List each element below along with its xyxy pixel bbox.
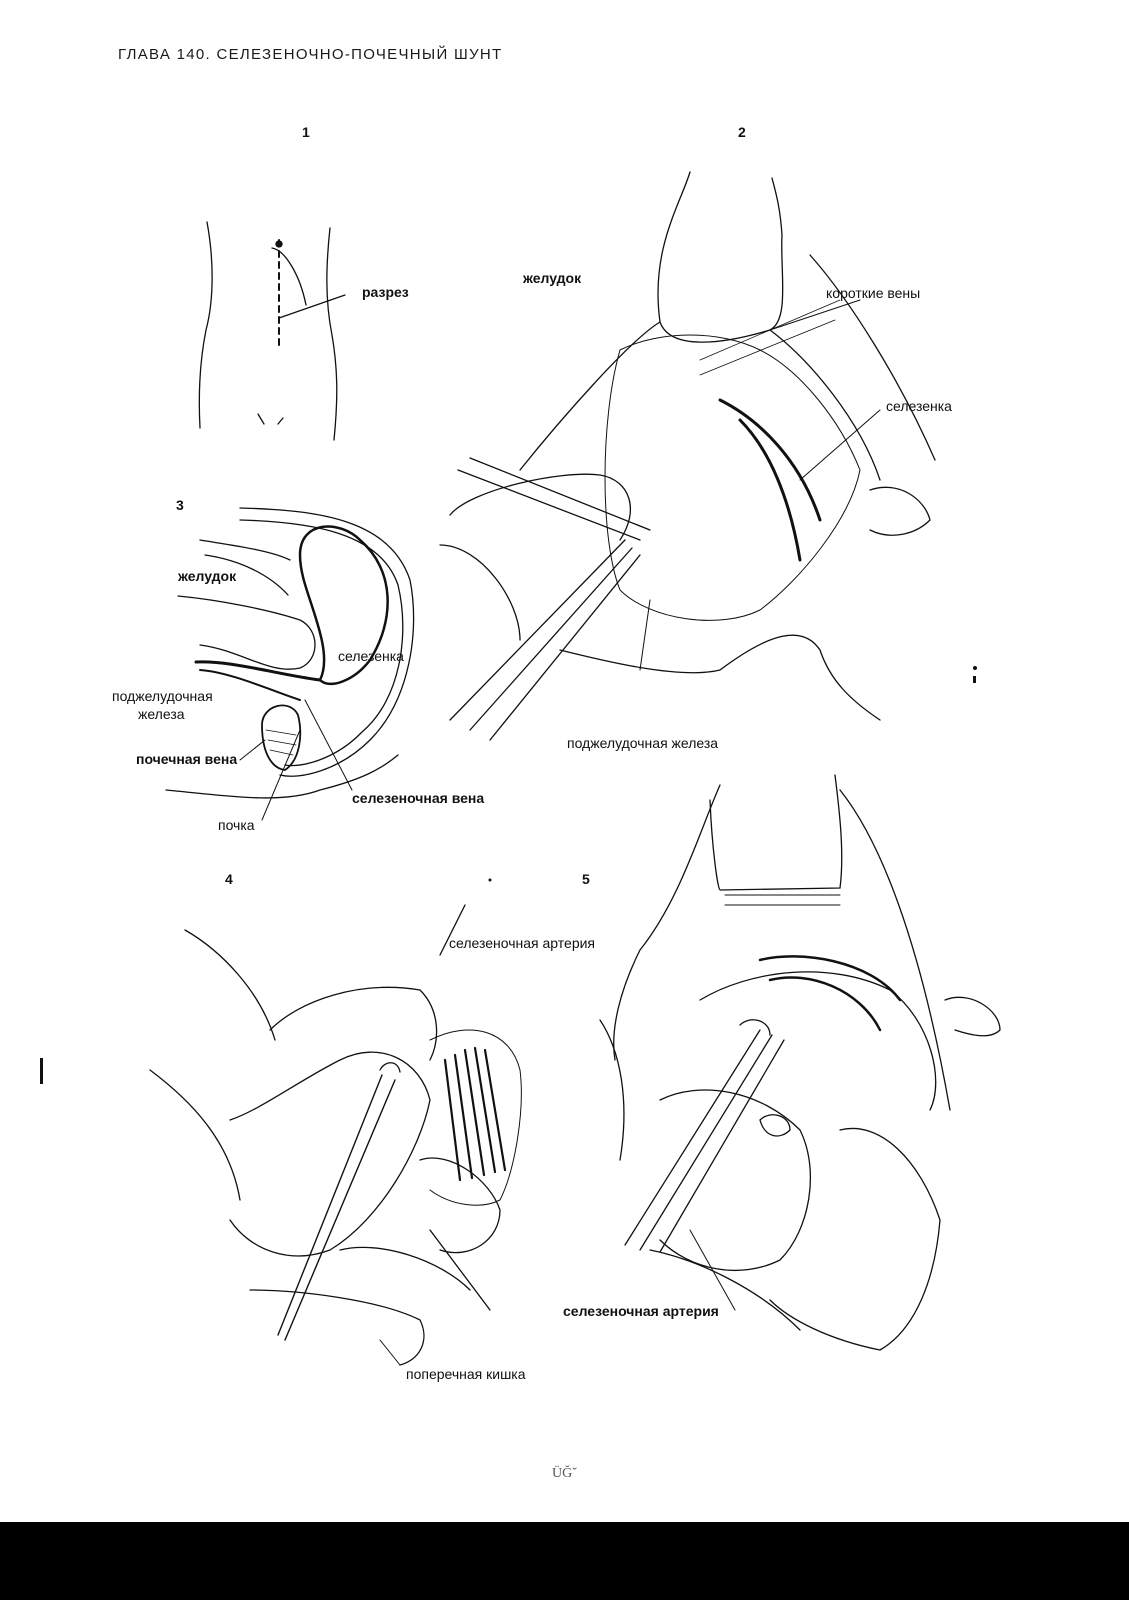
scan-bottom-bar: [0, 1522, 1129, 1600]
fig2-label-short-veins: короткие вены: [826, 285, 921, 301]
fig4-label-transverse-colon: поперечная кишка: [406, 1366, 526, 1382]
fig1-label-incision: разрез: [362, 284, 409, 300]
fig2-label-pancreas: поджелудочная железа: [567, 735, 719, 751]
fig4-label-splenic-artery: селезеночная артерия: [449, 935, 596, 951]
fig3-label-spleen: селезенка: [338, 648, 404, 664]
fig5-label-splenic-artery: селезеночная артерия: [563, 1303, 719, 1319]
fig2-surgery-drawing: [440, 172, 935, 740]
stray-marks: [40, 666, 977, 1084]
fig2-label-spleen: селезенка: [886, 398, 952, 414]
fig2-label-stomach: желудок: [523, 270, 582, 286]
fig5-number: 5: [582, 871, 590, 887]
fig3-label-pancreas-line1: поджелудочная: [112, 688, 213, 704]
fig3-number: 3: [176, 497, 184, 513]
fig3-label-renal-vein: почечная вена: [136, 751, 238, 767]
fig1-number: 1: [302, 124, 310, 140]
fig4-number: 4: [225, 871, 233, 887]
fig1-torso-drawing: [199, 222, 345, 440]
fig2-number: 2: [738, 124, 746, 140]
fig4-surgery-drawing: [150, 905, 521, 1365]
fig3-label-pancreas-line2: железа: [138, 706, 185, 722]
fig3-cross-section-drawing: [166, 508, 414, 820]
page-number: ÜĞ˘: [552, 1466, 577, 1481]
fig5-surgery-drawing: [450, 775, 1000, 1350]
chapter-header: ГЛАВА 140. СЕЛЕЗЕНОЧНО-ПОЧЕЧНЫЙ ШУНТ: [118, 46, 503, 63]
fig3-label-splenic-vein: селезеночная вена: [352, 790, 485, 806]
fig3-label-kidney: почка: [218, 817, 255, 833]
fig3-label-stomach: желудок: [178, 568, 237, 584]
